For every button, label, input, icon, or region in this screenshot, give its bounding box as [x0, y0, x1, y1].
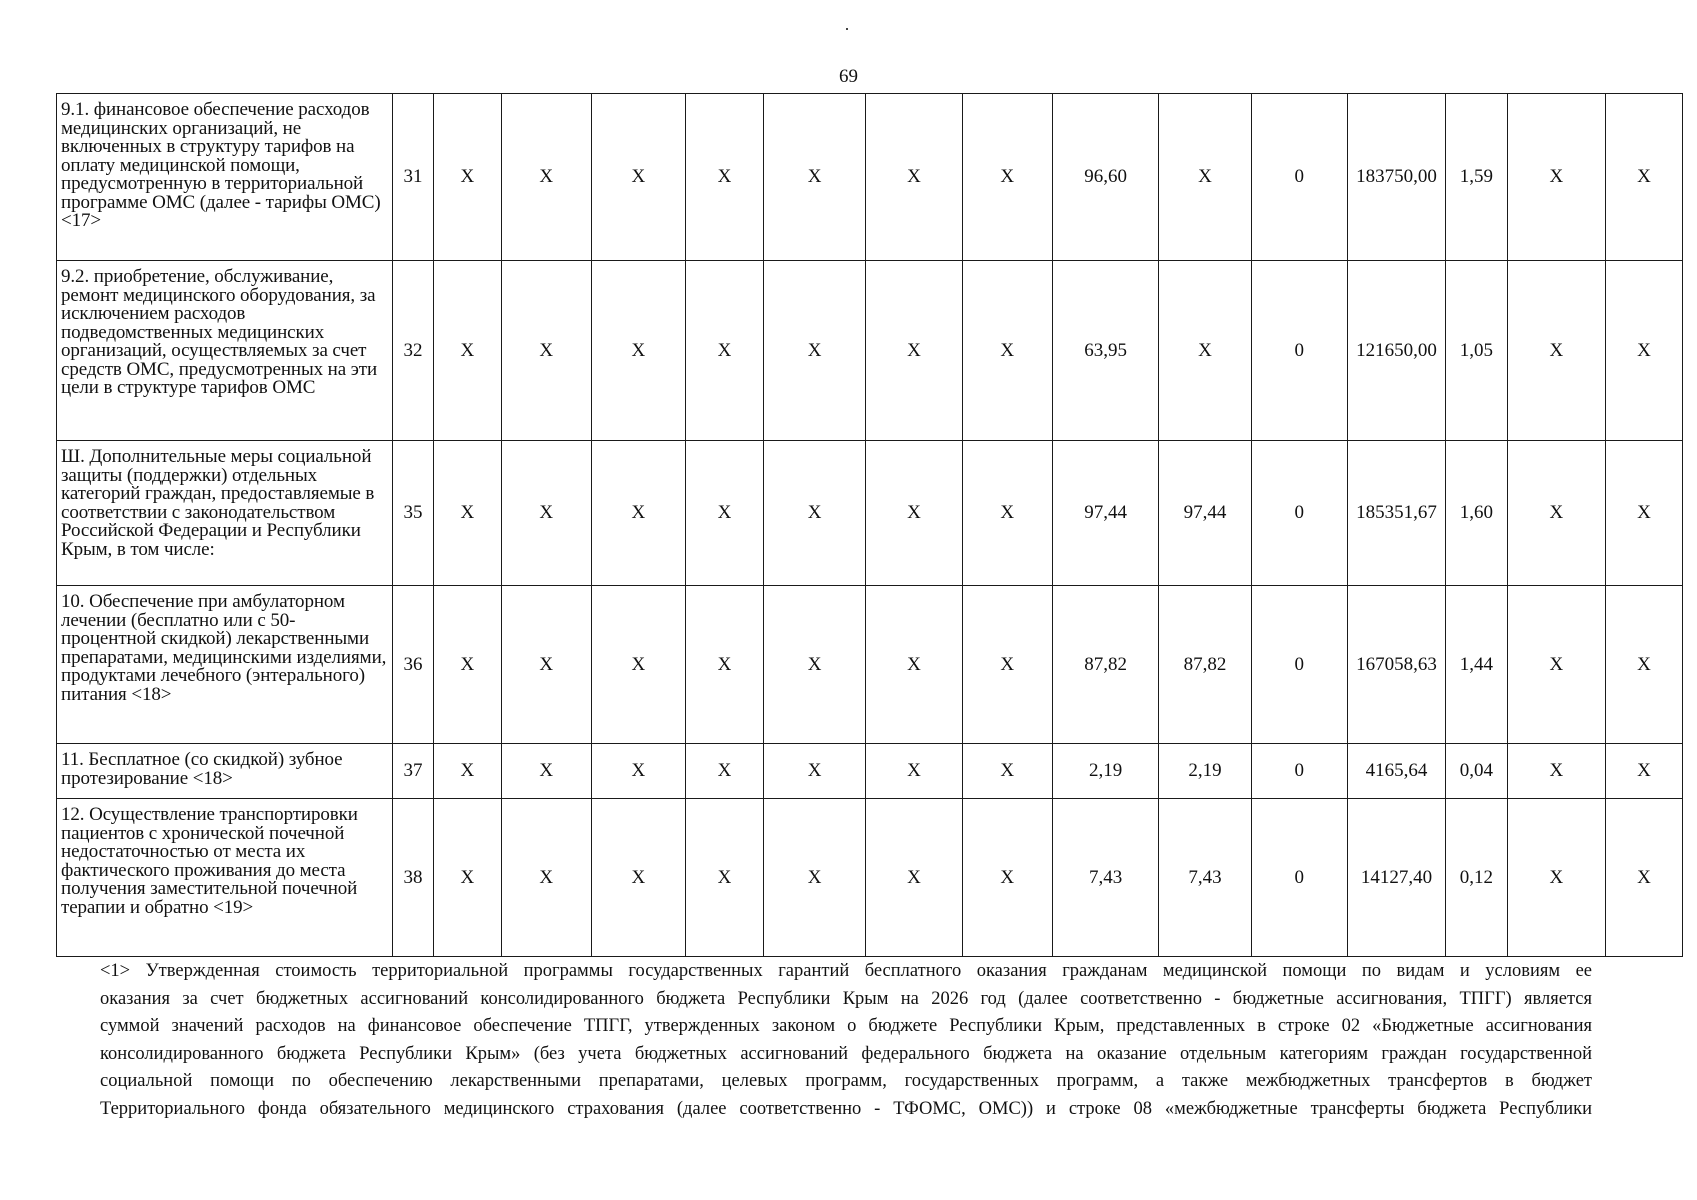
table-cell: 0 — [1251, 94, 1347, 261]
table-cell: X — [866, 799, 962, 957]
table-cell: X — [1507, 799, 1605, 957]
table-cell: X — [591, 441, 685, 586]
table-cell: X — [1507, 441, 1605, 586]
table-cell: X — [962, 94, 1052, 261]
table-cell: X — [591, 586, 685, 744]
table-cell: 7,43 — [1052, 799, 1159, 957]
table-cell: X — [866, 441, 962, 586]
table-cell: 4165,64 — [1347, 744, 1445, 799]
table-cell: 7,43 — [1159, 799, 1251, 957]
table-cell: X — [591, 744, 685, 799]
table-cell: X — [434, 586, 502, 744]
row-code-cell: 37 — [393, 744, 434, 799]
table-cell: X — [962, 261, 1052, 441]
row-description: 11. Бесплатное (со скидкой) зубное протезирование <18> — [57, 744, 393, 799]
table-cell: X — [501, 94, 591, 261]
table-cell: 0 — [1251, 744, 1347, 799]
table-cell: X — [1606, 744, 1683, 799]
footnote — [100, 958, 1592, 1124]
table-row — [57, 586, 1683, 744]
table-cell: 183750,00 — [1347, 94, 1445, 261]
table-cell: X — [434, 261, 502, 441]
table-cell: X — [866, 586, 962, 744]
table-cell: X — [1159, 94, 1251, 261]
row-code-cell: 35 — [393, 441, 434, 586]
table-row — [57, 261, 1683, 441]
table-cell: X — [1606, 94, 1683, 261]
table-cell: 1,44 — [1446, 586, 1507, 744]
table-cell: X — [962, 799, 1052, 957]
table-cell: X — [501, 586, 591, 744]
row-description: 12. Осуществление транспортировки пациентов с хронической почечной недостаточностью от места их фактического проживания до места получения заместительной почечной терапии и обратно <19> — [57, 799, 393, 957]
table-cell: X — [501, 441, 591, 586]
table-cell: X — [434, 799, 502, 957]
table-cell: 185351,67 — [1347, 441, 1445, 586]
table-cell: 0,04 — [1446, 744, 1507, 799]
table-cell: X — [591, 799, 685, 957]
footnote-line: <1> Утвержденная стоимость территориальной программы государственных гарантий бесплатного оказания гражданам медицинской помощи по видам и условиям ее — [100, 961, 1592, 981]
table-cell: 87,82 — [1052, 586, 1159, 744]
table-cell: X — [501, 261, 591, 441]
table-cell: 167058,63 — [1347, 586, 1445, 744]
table-cell: 121650,00 — [1347, 261, 1445, 441]
table-cell: X — [763, 744, 865, 799]
row-code-cell: 32 — [393, 261, 434, 441]
table-cell: X — [1507, 261, 1605, 441]
table-cell: X — [686, 94, 764, 261]
table-cell: X — [962, 586, 1052, 744]
table-cell: X — [962, 744, 1052, 799]
table-cell: X — [686, 441, 764, 586]
table-cell: X — [501, 744, 591, 799]
table-cell: 0 — [1251, 441, 1347, 586]
row-description: 9.2. приобретение, обслуживание, ремонт медицинского оборудования, за исключением расходов подведомственных медицинских организаций, осуществляемых за счет средств ОМС, предусмотренных на эти цели в структуре тарифов ОМС — [57, 261, 393, 441]
table-cell: X — [763, 586, 865, 744]
row-code-cell: 36 — [393, 586, 434, 744]
footnote-line: суммой значений расходов на финансовое обеспечение ТПГГ, утвержденных законом о бюджете Республики Крым, представленных в строке 02 «Бюджетные ассигнования — [100, 1016, 1592, 1037]
table-cell: 97,44 — [1159, 441, 1251, 586]
table-cell: 0 — [1251, 261, 1347, 441]
table-cell: 1,59 — [1446, 94, 1507, 261]
table-cell: X — [1606, 261, 1683, 441]
table-cell: X — [763, 261, 865, 441]
table-row — [57, 799, 1683, 957]
row-code-cell: 31 — [393, 94, 434, 261]
table-cell: X — [686, 744, 764, 799]
table-cell: X — [1606, 586, 1683, 744]
page-number: 69 — [839, 66, 858, 87]
table-cell: 14127,40 — [1347, 799, 1445, 957]
footnote-line: оказания за счет бюджетных ассигнований консолидированного бюджета Республики Крым на 2026 год (далее соответственно - бюджетные ассигнования, ТПГГ) является — [100, 988, 1592, 1009]
scan-speck — [846, 28, 848, 30]
table-cell: 63,95 — [1052, 261, 1159, 441]
table-cell: X — [1507, 94, 1605, 261]
table-cell: X — [866, 261, 962, 441]
footnote-line: Территориального фонда обязательного медицинского страхования (далее соответственно - ТФОМС, ОМС)) и строке 08 «межбюджетные трансферты бюджета Республики — [100, 1098, 1592, 1119]
table-cell: X — [763, 799, 865, 957]
table-cell: 96,60 — [1052, 94, 1159, 261]
table-cell: 2,19 — [1052, 744, 1159, 799]
row-description: Ш. Дополнительные меры социальной защиты (поддержки) отдельных категорий граждан, предоставляемые в соответствии с законодательством Российской Федерации и Республики Крым, в том числе: — [57, 441, 393, 586]
table-cell: X — [763, 94, 865, 261]
table-cell: X — [686, 586, 764, 744]
table-cell: 1,60 — [1446, 441, 1507, 586]
table-cell: 0 — [1251, 799, 1347, 957]
table-row — [57, 441, 1683, 586]
expenditure-table — [56, 93, 1683, 957]
table-cell: X — [434, 94, 502, 261]
table-cell: X — [962, 441, 1052, 586]
table-row — [57, 94, 1683, 261]
table-cell: X — [1507, 586, 1605, 744]
table-cell: 87,82 — [1159, 586, 1251, 744]
row-description: 9.1. финансовое обеспечение расходов медицинских организаций, не включенных в структуру тарифов на оплату медицинской помощи, предусмотренную в территориальной программе ОМС (далее - тарифы ОМС) <17> — [57, 94, 393, 261]
table-cell: X — [1606, 799, 1683, 957]
table-cell: 2,19 — [1159, 744, 1251, 799]
table-cell: X — [1507, 744, 1605, 799]
row-description: 10. Обеспечение при амбулаторном лечении (бесплатно или с 50- процентной скидкой) лекарственными препаратами, медицинскими изделиями, продуктами лечебного (энтерального) питания <18> — [57, 586, 393, 744]
footnote-line: социальной помощи по обеспечению лекарственными препаратами, целевых программ, государственных программ, а также межбюджетных трансфертов в бюджет — [100, 1071, 1592, 1092]
row-code-cell: 38 — [393, 799, 434, 957]
table-cell: 97,44 — [1052, 441, 1159, 586]
table-cell: X — [1159, 261, 1251, 441]
table-cell: X — [591, 261, 685, 441]
table-cell: 0 — [1251, 586, 1347, 744]
table-cell: 0,12 — [1446, 799, 1507, 957]
table-cell: X — [434, 744, 502, 799]
footnote-line: консолидированного бюджета Республики Крым» (без учета бюджетных ассигнований федерального бюджета на оказание отдельным категориям граждан государственной — [100, 1043, 1592, 1064]
table-cell: X — [763, 441, 865, 586]
table-cell: X — [686, 261, 764, 441]
table-cell: X — [686, 799, 764, 957]
table-cell: X — [866, 94, 962, 261]
table-cell: X — [434, 441, 502, 586]
table-cell: 1,05 — [1446, 261, 1507, 441]
table-cell: X — [501, 799, 591, 957]
table-cell: X — [866, 744, 962, 799]
table-row — [57, 744, 1683, 799]
table-cell: X — [591, 94, 685, 261]
table-cell: X — [1606, 441, 1683, 586]
